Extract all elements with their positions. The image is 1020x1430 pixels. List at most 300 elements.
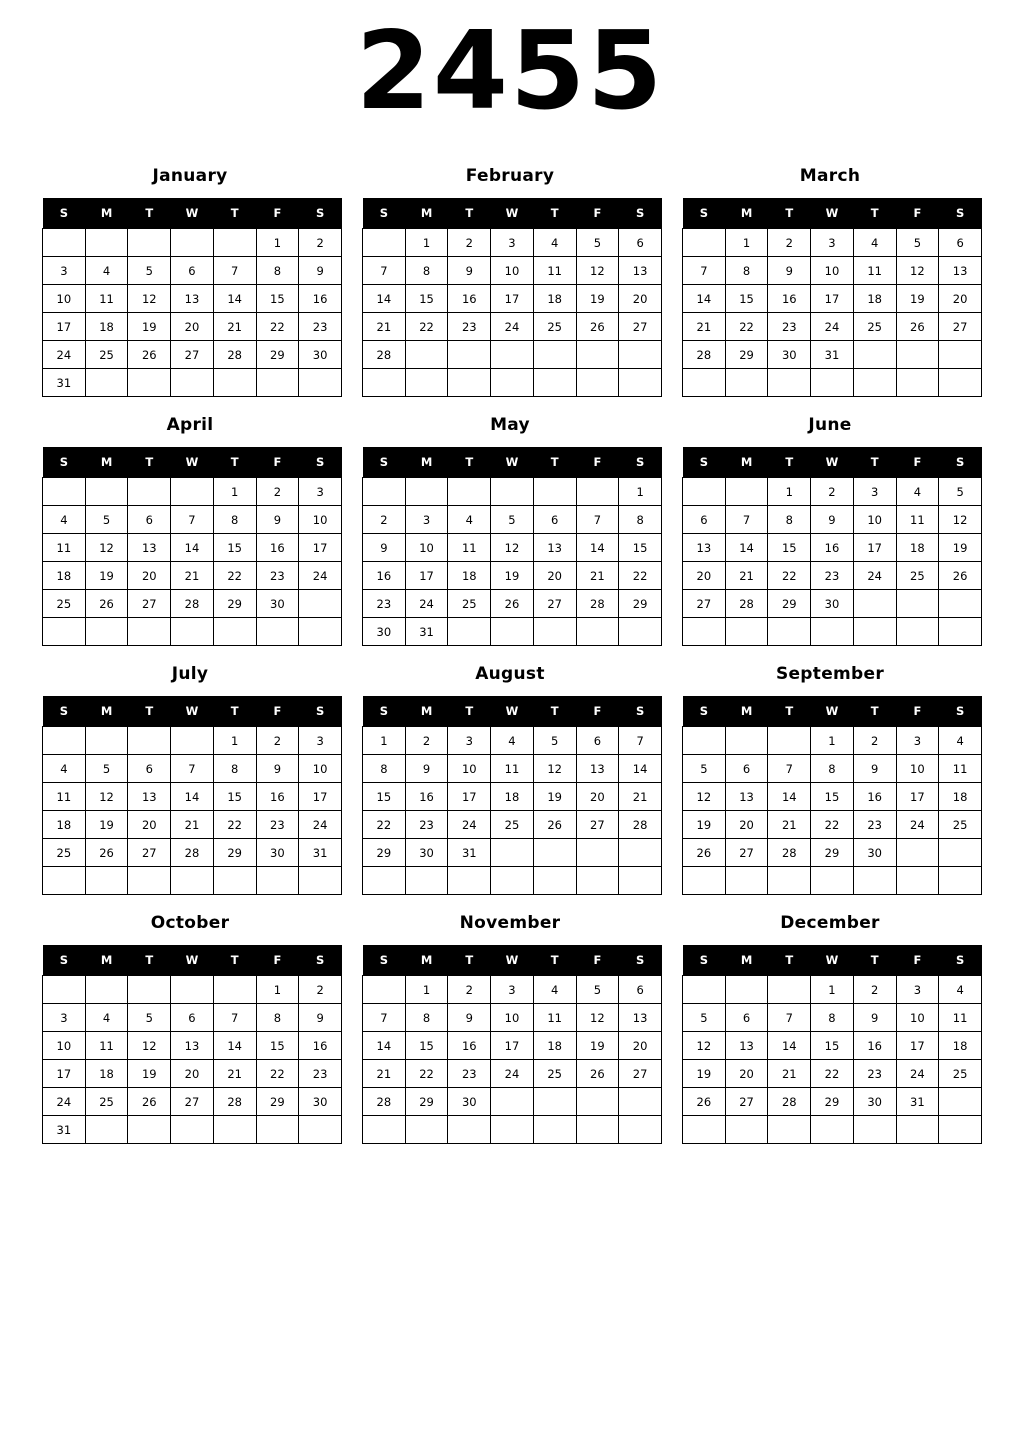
day-cell[interactable]: 25 — [853, 313, 896, 341]
day-cell[interactable]: 10 — [299, 755, 342, 783]
day-cell[interactable]: 5 — [85, 506, 128, 534]
day-cell[interactable]: 23 — [448, 313, 491, 341]
day-cell[interactable]: 8 — [213, 755, 256, 783]
day-cell[interactable]: 11 — [939, 1004, 982, 1032]
day-cell[interactable]: 5 — [85, 755, 128, 783]
day-cell[interactable]: 17 — [896, 783, 939, 811]
day-cell[interactable]: 16 — [299, 1032, 342, 1060]
day-cell[interactable]: 17 — [299, 783, 342, 811]
day-cell[interactable]: 27 — [171, 341, 214, 369]
day-cell[interactable]: 18 — [448, 562, 491, 590]
day-cell[interactable]: 10 — [43, 285, 86, 313]
day-cell[interactable]: 2 — [405, 727, 448, 755]
day-cell[interactable]: 21 — [768, 1060, 811, 1088]
day-cell[interactable]: 17 — [299, 534, 342, 562]
day-cell[interactable]: 31 — [405, 618, 448, 646]
day-cell[interactable]: 24 — [43, 1088, 86, 1116]
day-cell[interactable]: 12 — [939, 506, 982, 534]
day-cell[interactable]: 5 — [128, 257, 171, 285]
day-cell[interactable]: 19 — [85, 811, 128, 839]
day-cell[interactable]: 23 — [768, 313, 811, 341]
day-cell[interactable]: 14 — [725, 534, 768, 562]
day-cell[interactable]: 3 — [811, 229, 854, 257]
day-cell[interactable]: 14 — [363, 1032, 406, 1060]
day-cell[interactable]: 14 — [171, 783, 214, 811]
day-cell[interactable]: 15 — [768, 534, 811, 562]
day-cell[interactable]: 2 — [853, 976, 896, 1004]
day-cell[interactable]: 9 — [299, 257, 342, 285]
day-cell[interactable]: 22 — [213, 811, 256, 839]
day-cell[interactable]: 29 — [405, 1088, 448, 1116]
day-cell[interactable]: 12 — [491, 534, 534, 562]
day-cell[interactable]: 12 — [85, 783, 128, 811]
day-cell[interactable]: 2 — [448, 976, 491, 1004]
day-cell[interactable]: 8 — [725, 257, 768, 285]
day-cell[interactable]: 30 — [256, 839, 299, 867]
day-cell[interactable]: 21 — [768, 811, 811, 839]
day-cell[interactable]: 11 — [896, 506, 939, 534]
day-cell[interactable]: 18 — [853, 285, 896, 313]
day-cell[interactable]: 30 — [853, 839, 896, 867]
day-cell[interactable]: 15 — [811, 783, 854, 811]
day-cell[interactable]: 15 — [363, 783, 406, 811]
day-cell[interactable]: 13 — [939, 257, 982, 285]
day-cell[interactable]: 22 — [405, 313, 448, 341]
day-cell[interactable]: 16 — [405, 783, 448, 811]
day-cell[interactable]: 21 — [576, 562, 619, 590]
day-cell[interactable]: 9 — [299, 1004, 342, 1032]
day-cell[interactable]: 3 — [491, 229, 534, 257]
day-cell[interactable]: 20 — [128, 562, 171, 590]
day-cell[interactable]: 1 — [256, 229, 299, 257]
day-cell[interactable]: 25 — [448, 590, 491, 618]
day-cell[interactable]: 25 — [896, 562, 939, 590]
day-cell[interactable]: 1 — [363, 727, 406, 755]
day-cell[interactable]: 21 — [619, 783, 662, 811]
day-cell[interactable]: 29 — [363, 839, 406, 867]
day-cell[interactable]: 17 — [405, 562, 448, 590]
day-cell[interactable]: 30 — [853, 1088, 896, 1116]
day-cell[interactable]: 25 — [85, 341, 128, 369]
day-cell[interactable]: 13 — [128, 783, 171, 811]
day-cell[interactable]: 7 — [213, 1004, 256, 1032]
day-cell[interactable]: 12 — [128, 285, 171, 313]
day-cell[interactable]: 3 — [405, 506, 448, 534]
day-cell[interactable]: 14 — [213, 1032, 256, 1060]
day-cell[interactable]: 22 — [811, 1060, 854, 1088]
day-cell[interactable]: 3 — [299, 727, 342, 755]
day-cell[interactable]: 17 — [811, 285, 854, 313]
day-cell[interactable]: 1 — [725, 229, 768, 257]
day-cell[interactable]: 27 — [171, 1088, 214, 1116]
day-cell[interactable]: 27 — [533, 590, 576, 618]
day-cell[interactable]: 16 — [853, 1032, 896, 1060]
day-cell[interactable]: 27 — [619, 1060, 662, 1088]
day-cell[interactable]: 26 — [896, 313, 939, 341]
day-cell[interactable]: 8 — [619, 506, 662, 534]
day-cell[interactable]: 6 — [128, 506, 171, 534]
day-cell[interactable]: 8 — [405, 257, 448, 285]
day-cell[interactable]: 12 — [576, 257, 619, 285]
day-cell[interactable]: 21 — [213, 313, 256, 341]
day-cell[interactable]: 13 — [128, 534, 171, 562]
day-cell[interactable]: 11 — [43, 783, 86, 811]
day-cell[interactable]: 24 — [43, 341, 86, 369]
day-cell[interactable]: 23 — [256, 811, 299, 839]
day-cell[interactable]: 1 — [619, 478, 662, 506]
day-cell[interactable]: 13 — [725, 783, 768, 811]
day-cell[interactable]: 19 — [896, 285, 939, 313]
day-cell[interactable]: 8 — [405, 1004, 448, 1032]
day-cell[interactable]: 3 — [448, 727, 491, 755]
day-cell[interactable]: 7 — [171, 506, 214, 534]
day-cell[interactable]: 10 — [811, 257, 854, 285]
day-cell[interactable]: 2 — [448, 229, 491, 257]
day-cell[interactable]: 27 — [725, 1088, 768, 1116]
day-cell[interactable]: 28 — [171, 839, 214, 867]
day-cell[interactable]: 21 — [683, 313, 726, 341]
day-cell[interactable]: 11 — [43, 534, 86, 562]
day-cell[interactable]: 24 — [491, 313, 534, 341]
day-cell[interactable]: 22 — [256, 313, 299, 341]
day-cell[interactable]: 19 — [85, 562, 128, 590]
day-cell[interactable]: 18 — [491, 783, 534, 811]
day-cell[interactable]: 13 — [171, 285, 214, 313]
day-cell[interactable]: 9 — [853, 1004, 896, 1032]
day-cell[interactable]: 17 — [43, 313, 86, 341]
day-cell[interactable]: 2 — [256, 727, 299, 755]
day-cell[interactable]: 7 — [619, 727, 662, 755]
day-cell[interactable]: 21 — [213, 1060, 256, 1088]
day-cell[interactable]: 9 — [768, 257, 811, 285]
day-cell[interactable]: 13 — [725, 1032, 768, 1060]
day-cell[interactable]: 5 — [491, 506, 534, 534]
day-cell[interactable]: 5 — [896, 229, 939, 257]
day-cell[interactable]: 18 — [533, 1032, 576, 1060]
day-cell[interactable]: 25 — [43, 839, 86, 867]
day-cell[interactable]: 13 — [619, 1004, 662, 1032]
day-cell[interactable]: 6 — [939, 229, 982, 257]
day-cell[interactable]: 21 — [363, 1060, 406, 1088]
day-cell[interactable]: 10 — [896, 755, 939, 783]
day-cell[interactable]: 9 — [256, 755, 299, 783]
day-cell[interactable]: 20 — [619, 285, 662, 313]
day-cell[interactable]: 26 — [939, 562, 982, 590]
day-cell[interactable]: 11 — [448, 534, 491, 562]
day-cell[interactable]: 20 — [171, 313, 214, 341]
day-cell[interactable]: 6 — [725, 755, 768, 783]
day-cell[interactable]: 25 — [939, 1060, 982, 1088]
day-cell[interactable]: 6 — [619, 229, 662, 257]
day-cell[interactable]: 25 — [939, 811, 982, 839]
day-cell[interactable]: 20 — [725, 811, 768, 839]
day-cell[interactable]: 9 — [256, 506, 299, 534]
day-cell[interactable]: 14 — [619, 755, 662, 783]
day-cell[interactable]: 13 — [619, 257, 662, 285]
day-cell[interactable]: 28 — [576, 590, 619, 618]
day-cell[interactable]: 26 — [491, 590, 534, 618]
day-cell[interactable]: 31 — [299, 839, 342, 867]
day-cell[interactable]: 29 — [811, 1088, 854, 1116]
day-cell[interactable]: 10 — [491, 257, 534, 285]
day-cell[interactable]: 9 — [853, 755, 896, 783]
day-cell[interactable]: 18 — [43, 811, 86, 839]
day-cell[interactable]: 26 — [85, 839, 128, 867]
day-cell[interactable]: 23 — [853, 811, 896, 839]
day-cell[interactable]: 2 — [811, 478, 854, 506]
day-cell[interactable]: 27 — [725, 839, 768, 867]
day-cell[interactable]: 14 — [363, 285, 406, 313]
day-cell[interactable]: 19 — [128, 1060, 171, 1088]
day-cell[interactable]: 21 — [363, 313, 406, 341]
day-cell[interactable]: 2 — [299, 229, 342, 257]
day-cell[interactable]: 8 — [768, 506, 811, 534]
day-cell[interactable]: 1 — [213, 478, 256, 506]
day-cell[interactable]: 24 — [853, 562, 896, 590]
day-cell[interactable]: 21 — [725, 562, 768, 590]
day-cell[interactable]: 24 — [896, 1060, 939, 1088]
day-cell[interactable]: 7 — [725, 506, 768, 534]
day-cell[interactable]: 20 — [939, 285, 982, 313]
day-cell[interactable]: 5 — [576, 976, 619, 1004]
day-cell[interactable]: 15 — [405, 285, 448, 313]
day-cell[interactable]: 16 — [363, 562, 406, 590]
day-cell[interactable]: 8 — [811, 755, 854, 783]
day-cell[interactable]: 7 — [363, 257, 406, 285]
day-cell[interactable]: 21 — [171, 562, 214, 590]
day-cell[interactable]: 6 — [128, 755, 171, 783]
day-cell[interactable]: 27 — [576, 811, 619, 839]
day-cell[interactable]: 8 — [213, 506, 256, 534]
day-cell[interactable]: 14 — [213, 285, 256, 313]
day-cell[interactable]: 31 — [448, 839, 491, 867]
day-cell[interactable]: 9 — [405, 755, 448, 783]
day-cell[interactable]: 30 — [256, 590, 299, 618]
day-cell[interactable]: 14 — [683, 285, 726, 313]
day-cell[interactable]: 17 — [448, 783, 491, 811]
day-cell[interactable]: 29 — [213, 590, 256, 618]
day-cell[interactable]: 9 — [363, 534, 406, 562]
day-cell[interactable]: 12 — [683, 1032, 726, 1060]
day-cell[interactable]: 7 — [213, 257, 256, 285]
day-cell[interactable]: 27 — [939, 313, 982, 341]
day-cell[interactable]: 25 — [491, 811, 534, 839]
day-cell[interactable]: 4 — [533, 976, 576, 1004]
day-cell[interactable]: 25 — [85, 1088, 128, 1116]
day-cell[interactable]: 18 — [85, 313, 128, 341]
day-cell[interactable]: 10 — [896, 1004, 939, 1032]
day-cell[interactable]: 5 — [533, 727, 576, 755]
day-cell[interactable]: 25 — [43, 590, 86, 618]
day-cell[interactable]: 4 — [85, 1004, 128, 1032]
day-cell[interactable]: 11 — [533, 257, 576, 285]
day-cell[interactable]: 7 — [363, 1004, 406, 1032]
day-cell[interactable]: 26 — [576, 1060, 619, 1088]
day-cell[interactable]: 15 — [405, 1032, 448, 1060]
day-cell[interactable]: 14 — [171, 534, 214, 562]
day-cell[interactable]: 12 — [683, 783, 726, 811]
day-cell[interactable]: 10 — [491, 1004, 534, 1032]
day-cell[interactable]: 19 — [576, 1032, 619, 1060]
day-cell[interactable]: 11 — [533, 1004, 576, 1032]
day-cell[interactable]: 25 — [533, 1060, 576, 1088]
day-cell[interactable]: 5 — [128, 1004, 171, 1032]
day-cell[interactable]: 1 — [768, 478, 811, 506]
day-cell[interactable]: 12 — [896, 257, 939, 285]
day-cell[interactable]: 22 — [811, 811, 854, 839]
day-cell[interactable]: 28 — [213, 1088, 256, 1116]
day-cell[interactable]: 20 — [683, 562, 726, 590]
day-cell[interactable]: 23 — [448, 1060, 491, 1088]
day-cell[interactable]: 12 — [576, 1004, 619, 1032]
day-cell[interactable]: 13 — [576, 755, 619, 783]
day-cell[interactable]: 3 — [896, 976, 939, 1004]
day-cell[interactable]: 17 — [43, 1060, 86, 1088]
day-cell[interactable]: 2 — [256, 478, 299, 506]
day-cell[interactable]: 19 — [533, 783, 576, 811]
day-cell[interactable]: 23 — [405, 811, 448, 839]
day-cell[interactable]: 1 — [811, 727, 854, 755]
day-cell[interactable]: 19 — [683, 1060, 726, 1088]
day-cell[interactable]: 24 — [299, 811, 342, 839]
day-cell[interactable]: 29 — [811, 839, 854, 867]
day-cell[interactable]: 28 — [768, 839, 811, 867]
day-cell[interactable]: 5 — [939, 478, 982, 506]
day-cell[interactable]: 6 — [171, 1004, 214, 1032]
day-cell[interactable]: 20 — [725, 1060, 768, 1088]
day-cell[interactable]: 27 — [619, 313, 662, 341]
day-cell[interactable]: 8 — [363, 755, 406, 783]
day-cell[interactable]: 21 — [171, 811, 214, 839]
day-cell[interactable]: 17 — [896, 1032, 939, 1060]
day-cell[interactable]: 22 — [405, 1060, 448, 1088]
day-cell[interactable]: 15 — [213, 783, 256, 811]
day-cell[interactable]: 10 — [405, 534, 448, 562]
day-cell[interactable]: 26 — [683, 839, 726, 867]
day-cell[interactable]: 26 — [683, 1088, 726, 1116]
day-cell[interactable]: 2 — [363, 506, 406, 534]
day-cell[interactable]: 15 — [213, 534, 256, 562]
day-cell[interactable]: 10 — [43, 1032, 86, 1060]
day-cell[interactable]: 20 — [128, 811, 171, 839]
day-cell[interactable]: 8 — [256, 257, 299, 285]
day-cell[interactable]: 30 — [811, 590, 854, 618]
day-cell[interactable]: 26 — [85, 590, 128, 618]
day-cell[interactable]: 9 — [448, 257, 491, 285]
day-cell[interactable]: 3 — [896, 727, 939, 755]
day-cell[interactable]: 27 — [128, 590, 171, 618]
day-cell[interactable]: 11 — [85, 1032, 128, 1060]
day-cell[interactable]: 18 — [896, 534, 939, 562]
day-cell[interactable]: 7 — [683, 257, 726, 285]
day-cell[interactable]: 24 — [491, 1060, 534, 1088]
day-cell[interactable]: 29 — [725, 341, 768, 369]
day-cell[interactable]: 7 — [768, 755, 811, 783]
day-cell[interactable]: 17 — [853, 534, 896, 562]
day-cell[interactable]: 31 — [43, 369, 86, 397]
day-cell[interactable]: 3 — [43, 1004, 86, 1032]
day-cell[interactable]: 16 — [768, 285, 811, 313]
day-cell[interactable]: 31 — [896, 1088, 939, 1116]
day-cell[interactable]: 19 — [491, 562, 534, 590]
day-cell[interactable]: 10 — [448, 755, 491, 783]
day-cell[interactable]: 20 — [171, 1060, 214, 1088]
day-cell[interactable]: 16 — [853, 783, 896, 811]
day-cell[interactable]: 11 — [491, 755, 534, 783]
day-cell[interactable]: 28 — [768, 1088, 811, 1116]
day-cell[interactable]: 16 — [448, 1032, 491, 1060]
day-cell[interactable]: 22 — [768, 562, 811, 590]
day-cell[interactable]: 28 — [363, 1088, 406, 1116]
day-cell[interactable]: 7 — [768, 1004, 811, 1032]
day-cell[interactable]: 26 — [128, 341, 171, 369]
day-cell[interactable]: 19 — [683, 811, 726, 839]
day-cell[interactable]: 16 — [256, 783, 299, 811]
day-cell[interactable]: 2 — [853, 727, 896, 755]
day-cell[interactable]: 13 — [533, 534, 576, 562]
day-cell[interactable]: 11 — [939, 755, 982, 783]
day-cell[interactable]: 5 — [683, 1004, 726, 1032]
day-cell[interactable]: 3 — [43, 257, 86, 285]
day-cell[interactable]: 29 — [213, 839, 256, 867]
day-cell[interactable]: 7 — [576, 506, 619, 534]
day-cell[interactable]: 3 — [299, 478, 342, 506]
day-cell[interactable]: 26 — [576, 313, 619, 341]
day-cell[interactable]: 3 — [491, 976, 534, 1004]
day-cell[interactable]: 29 — [256, 341, 299, 369]
day-cell[interactable]: 5 — [576, 229, 619, 257]
day-cell[interactable]: 18 — [85, 1060, 128, 1088]
day-cell[interactable]: 23 — [811, 562, 854, 590]
day-cell[interactable]: 30 — [768, 341, 811, 369]
day-cell[interactable]: 19 — [939, 534, 982, 562]
day-cell[interactable]: 20 — [576, 783, 619, 811]
day-cell[interactable]: 27 — [128, 839, 171, 867]
day-cell[interactable]: 28 — [683, 341, 726, 369]
day-cell[interactable]: 20 — [533, 562, 576, 590]
day-cell[interactable]: 22 — [725, 313, 768, 341]
day-cell[interactable]: 28 — [725, 590, 768, 618]
day-cell[interactable]: 24 — [896, 811, 939, 839]
day-cell[interactable]: 17 — [491, 1032, 534, 1060]
day-cell[interactable]: 19 — [576, 285, 619, 313]
day-cell[interactable]: 27 — [683, 590, 726, 618]
day-cell[interactable]: 16 — [448, 285, 491, 313]
day-cell[interactable]: 29 — [768, 590, 811, 618]
day-cell[interactable]: 31 — [43, 1116, 86, 1144]
day-cell[interactable]: 4 — [43, 506, 86, 534]
day-cell[interactable]: 15 — [256, 285, 299, 313]
day-cell[interactable]: 23 — [299, 1060, 342, 1088]
day-cell[interactable]: 6 — [533, 506, 576, 534]
day-cell[interactable]: 1 — [256, 976, 299, 1004]
day-cell[interactable]: 22 — [213, 562, 256, 590]
day-cell[interactable]: 7 — [171, 755, 214, 783]
day-cell[interactable]: 28 — [619, 811, 662, 839]
day-cell[interactable]: 1 — [811, 976, 854, 1004]
day-cell[interactable]: 5 — [683, 755, 726, 783]
day-cell[interactable]: 22 — [256, 1060, 299, 1088]
day-cell[interactable]: 1 — [213, 727, 256, 755]
day-cell[interactable]: 16 — [299, 285, 342, 313]
day-cell[interactable]: 23 — [363, 590, 406, 618]
day-cell[interactable]: 25 — [533, 313, 576, 341]
day-cell[interactable]: 10 — [853, 506, 896, 534]
day-cell[interactable]: 11 — [85, 285, 128, 313]
day-cell[interactable]: 31 — [811, 341, 854, 369]
day-cell[interactable]: 22 — [363, 811, 406, 839]
day-cell[interactable]: 18 — [533, 285, 576, 313]
